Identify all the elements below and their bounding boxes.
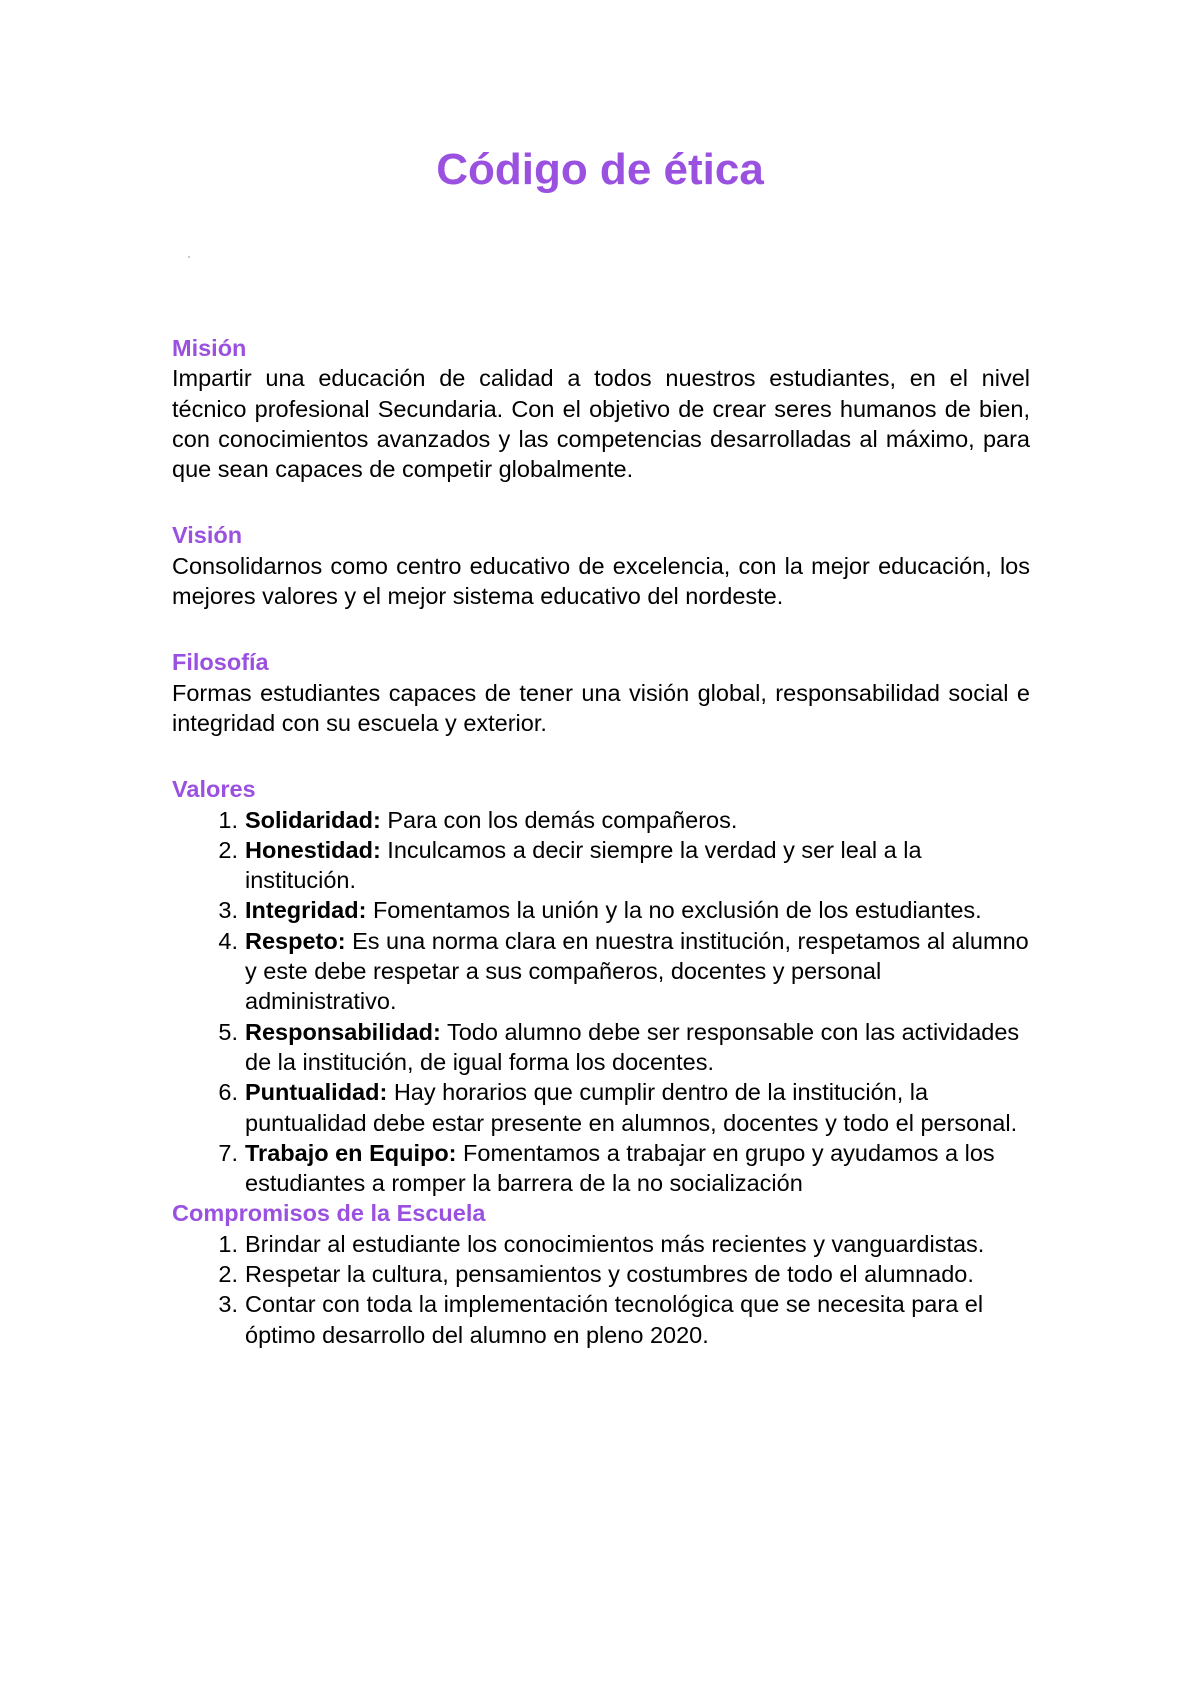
document-title: Código de ética xyxy=(436,145,764,194)
vision-heading: Visión xyxy=(172,522,243,549)
document-body xyxy=(172,333,1030,1350)
value-term: Puntualidad: xyxy=(245,1079,388,1106)
spacer xyxy=(172,484,1030,520)
value-term: Integridad: xyxy=(245,897,367,924)
value-description: Fomentamos a trabajar en grupo y ayudamos a los estudiantes a romper la barrera de la no socialización xyxy=(245,1139,995,1197)
compromisos-item xyxy=(172,1229,1030,1259)
compromisos-section xyxy=(172,1198,1030,1349)
value-description: Es una norma clara en nuestra institución, respetamos al alumno y este debe respetar a sus compañeros, docentes y personal administrativo. xyxy=(245,927,1029,1015)
compromisos-heading: Compromisos de la Escuela xyxy=(172,1200,486,1227)
compromisos-item xyxy=(172,1259,1030,1289)
valores-item xyxy=(172,835,1030,896)
vision-text: Consolidarnos como centro educativo de excelencia, con la mejor educación, los mejores valores y el mejor sistema educativo del nordeste. xyxy=(172,552,1030,610)
valores-item xyxy=(172,926,1030,1017)
value-term: Responsabilidad: xyxy=(245,1018,441,1045)
list-number: 1. xyxy=(218,1230,238,1257)
valores-item xyxy=(172,805,1030,835)
list-number: 2. xyxy=(218,1261,238,1288)
value-description: Hay horarios que cumplir dentro de la institución, la puntualidad debe estar presente en alumnos, docentes y todo el personal. xyxy=(245,1079,1018,1136)
compromisos-list xyxy=(172,1229,1030,1350)
vision-section xyxy=(172,520,1030,611)
filosofia-section xyxy=(172,647,1030,738)
commitment-text: Contar con toda la implementación tecnológica que se necesita para el óptimo desarrollo del alumno en pleno 2020. xyxy=(245,1291,984,1348)
valores-list xyxy=(172,805,1030,1199)
list-number: 2. xyxy=(218,836,238,863)
list-number: 5. xyxy=(218,1018,238,1045)
list-number: 3. xyxy=(218,1291,238,1318)
valores-section xyxy=(172,774,1030,1198)
valores-item xyxy=(172,1077,1030,1138)
value-description: Inculcamos a decir siempre la verdad y ser leal a la institución. xyxy=(245,836,922,894)
filosofia-text: Formas estudiantes capaces de tener una visión global, responsabilidad social e integridad con su escuela y exterior. xyxy=(172,679,1030,736)
list-number: 7. xyxy=(218,1139,238,1166)
mision-section xyxy=(172,333,1030,484)
commitment-text: Respetar la cultura, pensamientos y costumbres de todo el alumnado. xyxy=(245,1261,974,1288)
mision-heading: Misión xyxy=(172,335,247,361)
value-term: Honestidad: xyxy=(245,836,381,863)
value-term: Trabajo en Equipo: xyxy=(245,1139,457,1166)
mision-text: Impartir una educación de calidad a todos nuestros estudiantes, en el nivel técnico profesional Secundaria. Con el objetivo de crear seres humanos de bien, con conocimientos avanzados y las competencias desarrolladas al máximo, para que sean capaces de competir globalmente. xyxy=(172,365,1030,483)
value-description: Todo alumno debe ser responsable con las actividades de la institución, de igual forma los docentes. xyxy=(245,1018,1020,1075)
list-number: 3. xyxy=(218,897,238,924)
valores-heading: Valores xyxy=(172,776,256,803)
list-number: 4. xyxy=(218,927,238,954)
value-description: Para con los demás compañeros. xyxy=(380,806,738,833)
commitment-text: Brindar al estudiante los conocimientos más recientes y vanguardistas. xyxy=(245,1230,985,1257)
value-description: Fomentamos la unión y la no exclusión de los estudiantes. xyxy=(366,897,982,924)
spacer xyxy=(172,611,1030,647)
value-term: Solidaridad: xyxy=(245,806,381,833)
value-term: Respeto: xyxy=(245,927,346,954)
filosofia-heading: Filosofía xyxy=(172,649,269,676)
compromisos-item xyxy=(172,1289,1030,1350)
stray-mark xyxy=(188,256,190,258)
valores-item xyxy=(172,895,1030,925)
list-number: 1. xyxy=(218,806,238,833)
valores-item xyxy=(172,1138,1030,1199)
list-number: 6. xyxy=(218,1079,238,1106)
spacer xyxy=(172,738,1030,774)
valores-item xyxy=(172,1017,1030,1078)
